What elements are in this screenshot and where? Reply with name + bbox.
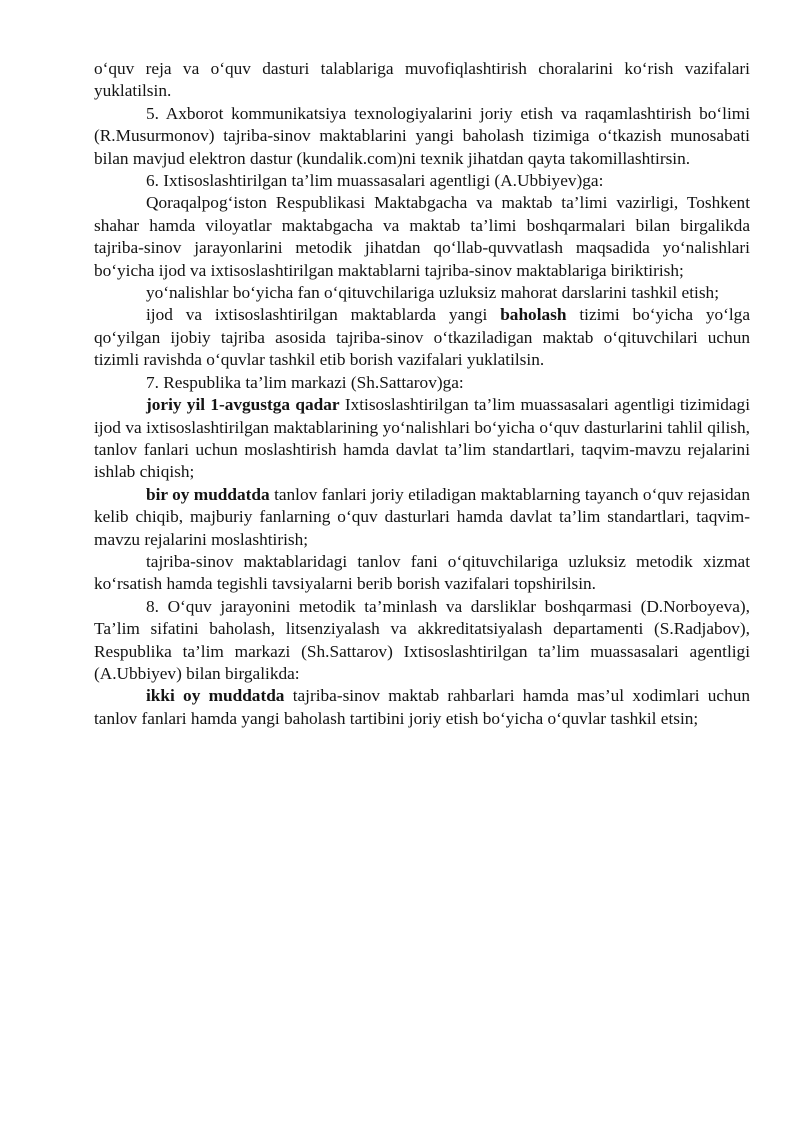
paragraph-item-7-task-3: tajriba-sinov maktablaridagi tanlov fani o‘qituvchilariga uzluksiz metodik xizmat ko‘rsatish hamda tegishli tavsiyalarni berib borish vazifalari topshirilsin.	[94, 551, 750, 594]
paragraph-item-7-heading: 7. Respublika ta’lim markazi (Sh.Sattarov)ga:	[146, 372, 464, 392]
deadline-bold: bir oy muddatda	[146, 484, 270, 504]
document-page	[94, 58, 750, 730]
paragraph-item-5: 5. Axborot kommunikatsiya texnologiyalarini joriy etish va raqamlashtirish bo‘limi (R.Musurmonov) tajriba-sinov maktablarini yangi baholash tizimiga o‘tkazish munosabati bilan mavjud elektron dastur (kundalik.com)ni texnik jihatdan qayta takomillashtirsin.	[94, 103, 750, 168]
deadline-bold: ikki oy muddatda	[146, 686, 285, 706]
paragraph-item-6-task-1: Qoraqalpog‘iston Respublikasi Maktabgacha va maktab ta’limi vazirligi, Toshkent shahar hamda viloyatlar maktabgacha va maktab ta’limi boshqarmalari bilan birgalikda tajriba-sinov jarayonlarini metodik jihatdan qo‘llab-quvvatlash maqsadida yo‘nalishlari bo‘yicha ijod va ixtisoslashtirilgan maktablarni tajriba-sinov maktablariga biriktirish;	[94, 193, 750, 280]
paragraph-item-7-task-1: joriy yil 1-avgustga qadar Ixtisoslashtirilgan ta’lim muassasalari agentligi tizimidagi ijod va ixtisoslashtirilgan maktablarining yo‘nalishlari bo‘yicha o‘quv dasturlarini tahlil qilish, tanlov fanlari uchun moslashtirish hamda davlat ta’lim standartlari, taqvim-mavzu rejalarini ishlab chiqish;	[94, 395, 750, 482]
paragraph-item-7-task-2: bir oy muddatda tanlov fanlari joriy etiladigan maktablarning tayanch o‘quv rejasidan kelib chiqib, majburiy fanlarning o‘quv dasturlari hamda davlat ta’lim standartlari, taqvim-mavzu rejalarini moslashtirish;	[94, 484, 750, 549]
paragraph-continuation: o‘quv reja va o‘quv dasturi talablariga muvofiqlashtirish choralarini ko‘rish vazifalari yuklatilsin.	[94, 59, 750, 101]
paragraph-item-8-heading: 8. O‘quv jarayonini metodik ta’minlash va darsliklar boshqarmasi (D.Norboyeva), Ta’lim sifatini baholash, litsenziyalash va akkreditatsiyalash departamenti (S.Radjabov), Respublika ta’lim markazi (Sh.Sattarov) Ixtisoslashtirilgan ta’lim muassasalari agentligi (A.Ubbiyev) bilan birgalikda:	[94, 596, 750, 683]
bold-term: baholash	[500, 305, 567, 325]
paragraph-item-6-heading: 6. Ixtisoslashtirilgan ta’lim muassasalari agentligi (A.Ubbiyev)ga:	[146, 171, 604, 191]
deadline-bold: joriy yil 1-avgustga qadar	[146, 395, 340, 415]
paragraph-item-6-task-3: ijod va ixtisoslashtirilgan maktablarda yangi baholash tizimi bo‘yicha yo‘lga qo‘yilgan ijobiy tajriba asosida tajriba-sinov o‘tkaziladigan maktab o‘qituvchilari uchun tizimli ravishda o‘quvlar tashkil etib borish vazifalari yuklatilsin.	[94, 305, 750, 370]
paragraph-item-8-task-1: ikki oy muddatda tajriba-sinov maktab rahbarlari hamda mas’ul xodimlari uchun tanlov fanlari hamda yangi baholash tartibini joriy etish bo‘yicha o‘quvlar tashkil etsin;	[94, 686, 750, 728]
paragraph-item-6-task-2: yo‘nalishlar bo‘yicha fan o‘qituvchilariga uzluksiz mahorat darslarini tashkil etish;	[146, 283, 719, 303]
